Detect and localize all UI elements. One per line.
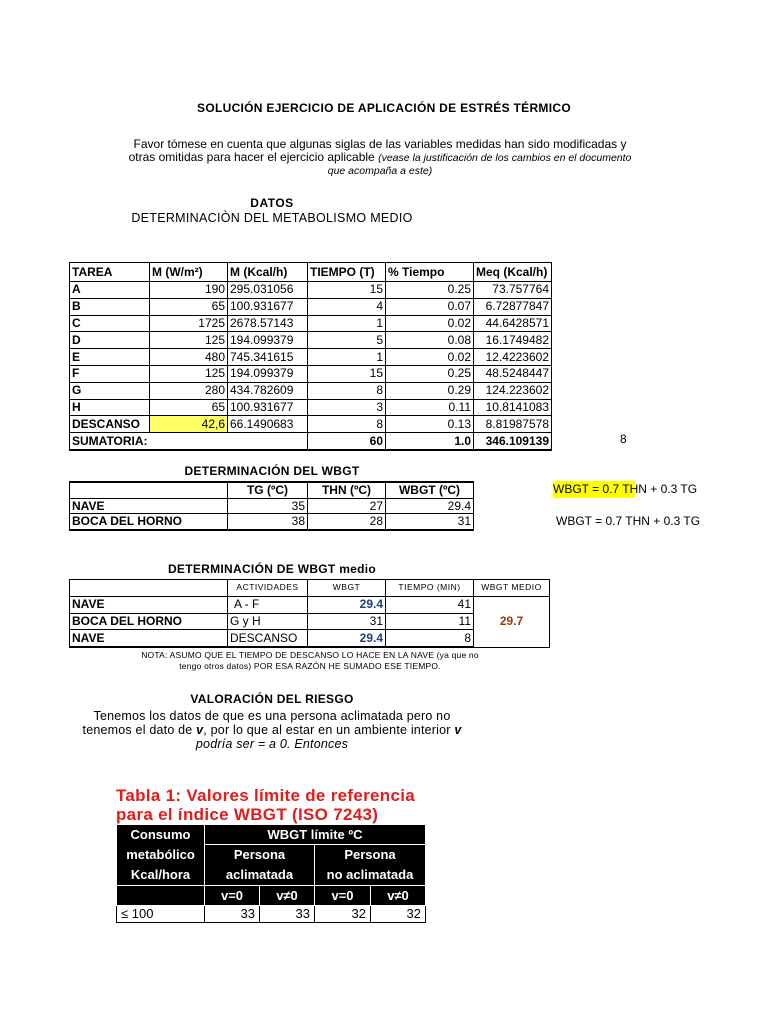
table-cell: H [70, 399, 150, 416]
table-cell: 480 [150, 349, 228, 366]
table-cell: C [70, 315, 150, 332]
header-cell: M (W/m²) [150, 263, 228, 282]
header-cell: TIEMPO (MIN) [386, 580, 474, 597]
table-cell: G y H [228, 613, 308, 630]
table-cell: 16.1749482 [474, 332, 552, 349]
table-cell: 5 [308, 332, 386, 349]
valoracion-heading: VALORACIÓN DEL RIESGO [190, 692, 354, 706]
table-cell: 8 [308, 416, 386, 433]
header-cell [70, 580, 228, 597]
table-cell: 0.13 [386, 416, 474, 433]
header-cell: Persona aclimatada [205, 845, 315, 886]
table-cell: NAVE [70, 630, 228, 647]
table-cell: 33 [260, 906, 315, 923]
table-cell: 0.25 [386, 365, 474, 382]
table-cell: 10.8141083 [474, 399, 552, 416]
table-cell: 11 [386, 613, 474, 630]
table-cell: 745.341615 [228, 349, 308, 366]
table-cell: 28 [308, 514, 386, 530]
wbgt-medio-value: 29.7 [474, 596, 550, 647]
header-cell: TIEMPO (T) [308, 263, 386, 282]
table-cell: 31 [386, 514, 474, 530]
table-cell: 125 [150, 365, 228, 382]
header-cell: THN (ºC) [308, 482, 386, 498]
table-cell: 2678.57143 [228, 315, 308, 332]
table-row [70, 416, 552, 433]
wbgt-formula: WBGT = 0.7 THN + 0.3 TG [556, 514, 701, 528]
table-cell: DESCANSO [70, 416, 150, 433]
table-cell: 48.5248447 [474, 365, 552, 382]
header-cell: v=0 [315, 886, 371, 906]
valoracion-line-3: podría ser = a 0. Entonces [195, 737, 349, 751]
table-cell: 6.72877847 [474, 298, 552, 315]
datos-heading: DATOS [250, 196, 294, 210]
header-cell: WBGT MEDIO [474, 580, 550, 597]
table-cell: 73.757764 [474, 282, 552, 299]
intro-line-2: otras omitidas para hacer el ejercicio aplicable (vease la justificación de los cambios en el documento [128, 150, 632, 164]
table-cell: 4 [308, 298, 386, 315]
table-cell: 280 [150, 382, 228, 399]
header-cell: Meq (Kcal/h) [474, 263, 552, 282]
table-cell: 100.931677 [228, 399, 308, 416]
header-cell: Consumo metabólico Kcal/hora [117, 825, 205, 886]
table-cell: D [70, 332, 150, 349]
table-row [70, 399, 552, 416]
table-row [70, 514, 474, 530]
sum-label: SUMATORIA: [70, 433, 308, 450]
sum-meq: 346.109139 [474, 433, 552, 450]
intro-line-3: que acompaña a este) [327, 165, 433, 177]
table-header-row [117, 825, 426, 845]
wbgt-formula-highlighted: WBGT = 0.7 THN + 0.3 TG [553, 482, 698, 496]
table-cell: 15 [308, 365, 386, 382]
header-cell: % Tiempo [386, 263, 474, 282]
table-cell: 38 [228, 514, 308, 530]
intro-text [60, 138, 700, 178]
table-cell: 32 [371, 906, 426, 923]
table-cell: 31 [308, 613, 386, 630]
table-cell: 0.25 [386, 282, 474, 299]
note-text [70, 650, 550, 672]
tabla1-title-line-2: para el índice WBGT (ISO 7243) [116, 805, 379, 824]
table-row [70, 349, 552, 366]
table-cell: 3 [308, 399, 386, 416]
wbgt-medio-heading: DETERMINACIÓN DE WBGT medio [167, 562, 377, 576]
table-cell: 29.4 [308, 630, 386, 647]
side-value: 8 [620, 432, 627, 446]
table-cell: NAVE [70, 596, 228, 613]
table-row [70, 498, 474, 514]
table-cell: 0.11 [386, 399, 474, 416]
table-cell: 66.1490683 [228, 416, 308, 433]
table-cell: G [70, 382, 150, 399]
table-cell: 194.099379 [228, 365, 308, 382]
table-row [70, 315, 552, 332]
table-cell: 100.931677 [228, 298, 308, 315]
header-cell: ACTIVIDADES [228, 580, 308, 597]
table-cell: 194.099379 [228, 332, 308, 349]
table-cell: A [70, 282, 150, 299]
header-cell: WBGT (ºC) [386, 482, 474, 498]
sum-pct: 1.0 [386, 433, 474, 450]
note-line-1: NOTA: ASUMO QUE EL TIEMPO DE DESCANSO LO HACE EN LA NAVE (ya que no [141, 650, 479, 660]
table-cell: 44.6428571 [474, 315, 552, 332]
table-cell: NAVE [70, 498, 228, 514]
wbgt-medio-table [69, 579, 550, 648]
table-cell: 33 [205, 906, 260, 923]
valoracion-line-2: tenemos el dato de v, por lo que al estar en un ambiente interior v [82, 723, 462, 737]
page-title: SOLUCIÓN EJERCICIO DE APLICACIÓN DE ESTRÉS TÉRMICO [197, 101, 571, 115]
intro-italic: (vease la justificación de los cambios en el documento [378, 152, 632, 164]
table-row [117, 906, 426, 923]
descanso-metabolism-cell: 42,6 [150, 416, 228, 433]
header-cell: v≠0 [371, 886, 426, 906]
table-cell: 65 [150, 298, 228, 315]
table-header-row [117, 886, 426, 906]
table-row [70, 298, 552, 315]
table-cell: 0.08 [386, 332, 474, 349]
table-cell: 32 [315, 906, 371, 923]
table-header-row [70, 263, 552, 282]
table-cell: 65 [150, 399, 228, 416]
table-cell: 1 [308, 315, 386, 332]
table-cell: E [70, 349, 150, 366]
header-cell: TG (ºC) [228, 482, 308, 498]
table-cell: 41 [386, 596, 474, 613]
table-cell: 15 [308, 282, 386, 299]
table-cell: A - F [228, 596, 308, 613]
header-cell: TAREA [70, 263, 150, 282]
valoracion-text [60, 709, 484, 751]
table-cell: 124.223602 [474, 382, 552, 399]
header-cell: v≠0 [260, 886, 315, 906]
table-cell: 0.02 [386, 315, 474, 332]
header-cell: v=0 [205, 886, 260, 906]
table-cell: 1 [308, 349, 386, 366]
table-cell: 434.782609 [228, 382, 308, 399]
table-header-row [70, 482, 474, 498]
table-row [70, 365, 552, 382]
table-cell: ≤ 100 [117, 906, 205, 923]
table-cell: 29.4 [308, 596, 386, 613]
table-row [70, 596, 550, 613]
wbgt-table [69, 481, 474, 531]
table-cell: 29.4 [386, 498, 474, 514]
table-cell: 295.031056 [228, 282, 308, 299]
note-line-2: tengo otros datos) POR ESA RAZÓN HE SUMADO ESE TIEMPO. [179, 661, 441, 671]
table-cell: 12.4223602 [474, 349, 552, 366]
table-cell: F [70, 365, 150, 382]
table-cell: 190 [150, 282, 228, 299]
table-cell: BOCA DEL HORNO [70, 613, 228, 630]
table-cell: 27 [308, 498, 386, 514]
valoracion-line-1: Tenemos los datos de que es una persona aclimatada pero no [93, 709, 451, 723]
header-cell [117, 886, 205, 906]
table-cell: 0.29 [386, 382, 474, 399]
metabolism-table [69, 262, 552, 451]
table-row [70, 382, 552, 399]
table-cell: B [70, 298, 150, 315]
table-cell: 0.07 [386, 298, 474, 315]
table-cell: 35 [228, 498, 308, 514]
intro-line-1: Favor tómese en cuenta que algunas siglas de las variables medidas han sido modificadas y [133, 137, 627, 151]
sum-tiempo: 60 [308, 433, 386, 450]
table-cell: 8.81987578 [474, 416, 552, 433]
table-cell: 8 [386, 630, 474, 647]
tabla1-title-line-1: Tabla 1: Valores límite de referencia [116, 786, 415, 805]
table-row [70, 332, 552, 349]
table-cell: DESCANSO [228, 630, 308, 647]
header-cell: WBGT [308, 580, 386, 597]
wbgt-heading: DETERMINACIÓN DEL WBGT [184, 464, 360, 478]
table-cell: 125 [150, 332, 228, 349]
table-cell: 1725 [150, 315, 228, 332]
table-cell: 0.02 [386, 349, 474, 366]
header-cell: M (Kcal/h) [228, 263, 308, 282]
tabla1-title [116, 786, 415, 824]
table-cell: 8 [308, 382, 386, 399]
sum-row [70, 433, 552, 450]
table-row [70, 282, 552, 299]
table-header-row [70, 580, 550, 597]
wbgt-limits-table [116, 824, 426, 923]
header-cell: WBGT límite ºC [205, 825, 426, 845]
metabolismo-heading: DETERMINACIÒN DEL METABOLISMO MEDIO [131, 211, 413, 225]
header-cell: Persona no aclimatada [315, 845, 426, 886]
table-cell: BOCA DEL HORNO [70, 514, 228, 530]
header-cell [70, 482, 228, 498]
